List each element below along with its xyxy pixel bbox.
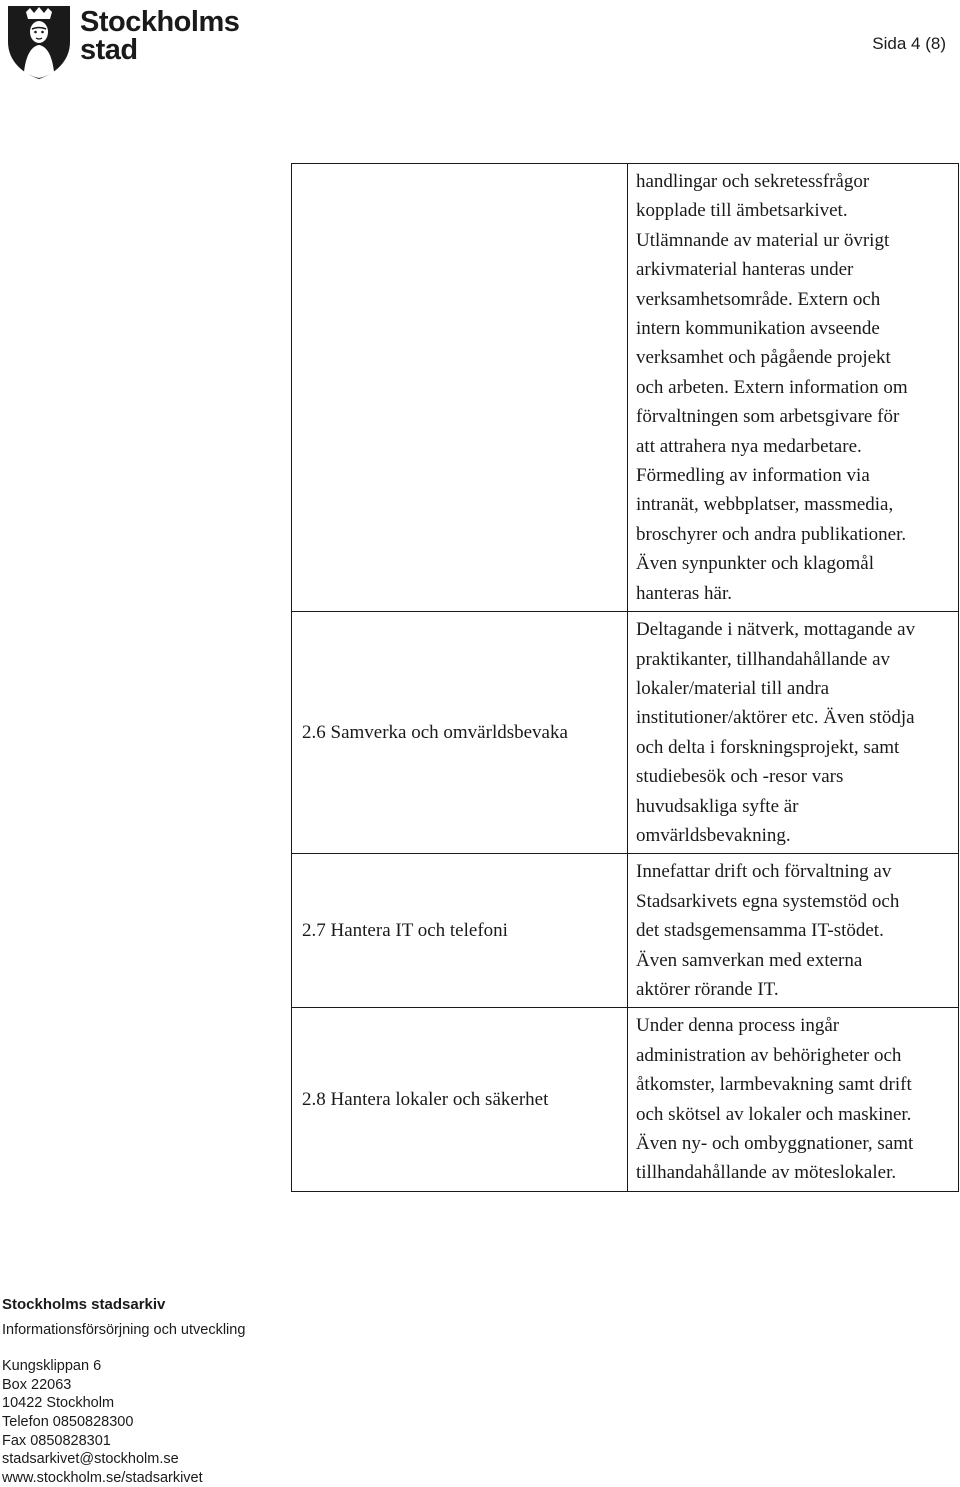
description-line: och arbeten. Extern information om [636,376,908,398]
description-line: att attrahera nya medarbetare. [636,435,862,457]
logo-line-2: stad [80,34,138,66]
page-number: Sida 4 (8) [872,34,946,53]
process-description-cell [628,612,959,854]
description-line: och delta i forskningsprojekt, samt [636,736,900,758]
description-line: kopplade till ämbetsarkivet. [636,200,848,222]
footer-phone: Telefon 0850828300 [2,1413,134,1430]
description-line: studiebesök och -resor vars [636,766,844,788]
description-line: Innefattar drift och förvaltning av [636,861,892,883]
table-row [292,164,959,612]
description-line: huvudsakliga syfte är [636,795,799,817]
footer-street: Kungsklippan 6 [2,1358,102,1375]
process-name-cell [292,164,628,612]
process-table-body [292,164,959,1192]
description-line: hanteras här. [636,582,733,604]
description-line: tillhandahållande av möteslokaler. [636,1162,897,1184]
footer-fax: Fax 0850828301 [2,1432,111,1449]
logo-wordmark [80,8,239,64]
description-line: Deltagande i nätverk, mottagande av [636,619,916,641]
description-line: institutioner/aktörer etc. Även stödja [636,707,915,729]
footer [2,1296,245,1487]
description-line: verksamhet och pågående projekt [636,347,891,369]
description-line: Även synpunkter och klagomål [636,553,874,575]
description-line: det stadsgemensamma IT-stödet. [636,920,884,942]
description-line: lokaler/material till andra [636,677,830,699]
process-name-cell: 2.6 Samverka och omvärldsbevaka [292,612,628,854]
process-description-cell [628,1008,959,1191]
process-description-cell [628,164,959,612]
description-line: Stadsarkivets egna systemstöd och [636,890,900,912]
description-line: praktikanter, tillhandahållande av [636,648,891,670]
footer-email: stadsarkivet@stockholm.se [2,1451,179,1468]
table-row [292,854,959,1008]
table-row [292,1008,959,1191]
description-line: arkivmaterial hanteras under [636,259,854,281]
description-line: Även ny- och ombyggnationer, samt [636,1133,914,1154]
footer-department: Informationsförsörjning och utveckling [2,1321,246,1338]
description-line: administration av behörigheter och [636,1044,902,1066]
description-line: förvaltningen som arbetsgivare för [636,406,900,428]
process-name-cell: 2.8 Hantera lokaler och säkerhet [292,1008,628,1191]
table-row [292,612,959,854]
footer-postal: 10422 Stockholm [2,1395,115,1412]
footer-website: www.stockholm.se/stadsarkivet [2,1469,203,1486]
city-crest-icon [4,2,74,80]
description-line: intern kommunikation avseende [636,318,880,340]
process-table [291,163,959,1192]
description-line: aktörer rörande IT. [636,978,779,1000]
process-description-cell [628,854,959,1008]
footer-org-name: Stockholms stadsarkiv [2,1296,166,1313]
footer-box: Box 22063 [2,1376,72,1393]
process-name-cell: 2.7 Hantera IT och telefoni [292,854,628,1008]
description-line: Förmedling av information via [636,465,870,487]
description-line: och skötsel av lokaler och maskiner. [636,1103,912,1125]
description-line: Utlämnande av material ur övrigt [636,229,890,251]
description-line: omvärldsbevakning. [636,824,791,846]
description-line: broschyrer och andra publikationer. [636,523,907,545]
description-line: åtkomster, larmbevakning samt drift [636,1074,912,1096]
description-line: verksamhetsområde. Extern och [636,288,881,310]
description-line: Även samverkan med externa [636,949,863,971]
stockholms-stad-logo [4,2,244,80]
description-line: Under denna process ingår [636,1015,840,1037]
description-line: intranät, webbplatser, massmedia, [636,494,894,516]
logo-line-1: Stockholms [80,6,240,38]
description-line: handlingar och sekretessfrågor [636,171,870,192]
